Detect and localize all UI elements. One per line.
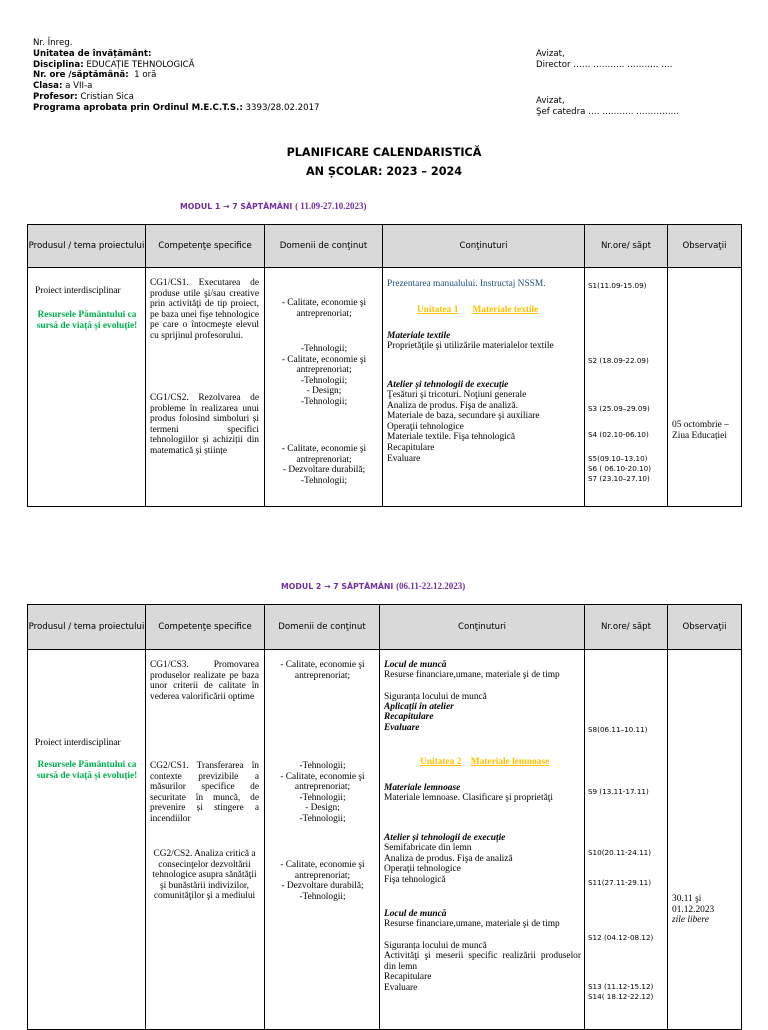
- modul1-observatii-cell: [668, 268, 742, 507]
- continut2-h4: Locul de muncă: [384, 909, 447, 919]
- proiect-label: Proiect interdisciplinar: [35, 286, 121, 296]
- continut2-p4: Resurse financiare,umane, materiale şi de timp: [384, 919, 560, 929]
- school-year: AN ȘCOLAR: 2023 – 2024: [305, 165, 463, 178]
- col-observatii-2: Observaţii: [668, 605, 742, 650]
- observatie-ziua-educatiei: 05 octombrie – Ziua Educației: [672, 420, 729, 441]
- proiect-tema-2: Resursele Pământului ca sursă de viață și evoluție!: [36, 760, 138, 781]
- modul2-observatii-cell: [668, 650, 742, 1030]
- saptamana-s2: S2 (18.09-22.09): [588, 356, 649, 365]
- modul2-competente-cell: [146, 650, 265, 1030]
- saptamana-s6: S6 ( 06.10-20.10): [588, 464, 652, 473]
- programa-row: Programa aprobata prin Ordinul M.E.C.T.S.: 3393/28.02.2017: [33, 102, 320, 113]
- col-domenii: Domenii de conţinut: [265, 225, 383, 268]
- modul1-produs-cell: [28, 268, 146, 507]
- saptamana-s10: S10(20.11-24.11): [588, 848, 652, 857]
- domenii-2-2: -Tehnologii; - Calitate, economie şi antreprenoriat; -Tehnologii; - Design; -Tehnologii;: [280, 761, 365, 824]
- nr-inreg: Nr. Înreg.: [33, 38, 73, 48]
- col-domenii-2: Domenii de conţinut: [265, 605, 380, 650]
- modul1-table: [27, 224, 742, 507]
- continut2-b3: Evaluare: [384, 723, 420, 733]
- continut2-p6: Activităţi şi meserii specific realizării produselor din lemn: [384, 951, 581, 972]
- col-competente: Competenţe specifice: [146, 225, 265, 268]
- continut2-h2: Materiale lemnoase: [384, 783, 461, 793]
- modul1-continuturi-cell: [383, 268, 585, 507]
- modul2-ore-cell: [585, 650, 668, 1030]
- proiect-tema: Resursele Pământului ca sursă de viață și evoluție!: [36, 310, 138, 331]
- continut2-h3: Atelier și tehnologii de execuție: [384, 833, 506, 843]
- observatie-zile-libere: 30.11 şi 01.12.2023 zile libere: [672, 894, 715, 926]
- saptamana-s13: S13 (11.12-15.12): [588, 982, 654, 991]
- saptamana-s8: S8(06.11–10.11): [588, 725, 648, 734]
- modul1-ore-cell: [585, 268, 668, 507]
- continut-intro: Prezentarea manualului. Instructaj NSSM.: [387, 279, 546, 289]
- continut2-p3: Materiale lemnoase. Clasificare şi proprietăţi: [384, 793, 553, 803]
- col-ore-2: Nr.ore/ săpt: [585, 605, 668, 650]
- continut-lista: Ţesături şi tricoturi. Noţiuni generale Analiza de produs. Fişa de analiză. Materiale de baza, secundare şi auxiliare Operaţii tehnologice Materiale textile. Fişa tehnologică Recapitulare Evaluare: [387, 390, 540, 464]
- saptamana-s4: S4 (02.10-06.10): [588, 430, 649, 439]
- modul2-continuturi-cell: [380, 650, 585, 1030]
- competenta-cg1-cs3: CG1/CS3. Promovarea produselor realizate pe baza unor criterii de calitate în vederea valorificării optime: [150, 660, 259, 702]
- col-observatii: Observaţii: [668, 225, 742, 268]
- col-ore: Nr.ore/ săpt: [585, 225, 668, 268]
- col-continuturi: Conţinuturi: [383, 225, 585, 268]
- avizat-sef-catedra: Avizat, Şef catedra …. ……….. ……………: [536, 96, 680, 117]
- continut2-b2: Recapitulare: [384, 712, 434, 722]
- continut2-lista1: Semifabricate din lemn Analiza de produs. Fişa de analiză Operaţii tehnologice Fişa tehnologică: [384, 843, 513, 885]
- unitate-heading: Unitatea 1 Materiale textile: [417, 305, 539, 315]
- saptamana-s1: S1(11.09-15.09): [588, 281, 647, 290]
- document-header: [33, 38, 320, 114]
- modul2-heading: MODUL 2 → 7 SĂPTĂMÂNI (06.11-22.12.2023): [281, 581, 466, 591]
- saptamana-s14: S14( 18.12-22.12): [588, 992, 654, 1001]
- modul1-heading: MODUL 1 → 7 SĂPTĂMÂNI ( 11.09-27.10.2023): [180, 201, 367, 211]
- saptamana-s9: S9 (13.11-17.11): [588, 787, 649, 796]
- saptamana-s7: S7 (23.10–27.10): [588, 474, 650, 483]
- competenta-cs2: CG1/CS2. Rezolvarea de probleme în realizarea unui produs folosind simboluri și termeni specifici tehnologiilor și achiziții din matematică și științe: [150, 393, 259, 456]
- continut-h2: Atelier și tehnologii de execuție: [387, 380, 509, 390]
- domenii-2-3: - Calitate, economie şi antreprenoriat; - Dezvoltare durabilă; -Tehnologii;: [280, 860, 365, 902]
- competenta-cg2-cs1: CG2/CS1. Transferarea în contexte previzibile a măsurilor specifice de securitate în muncă, de prevenire și stingere a incendiilor: [150, 761, 259, 824]
- competenta-cs1: CG1/CS1. Executarea de produse utile şi/sau creative prin activităţi de tip proiect, pe baza unei fişe tehnologice pe care o întocmeşte elevul cu sprijinul profesorului.: [150, 278, 259, 341]
- saptamana-s3: S3 (25.09–29.09): [588, 404, 650, 413]
- competenta-cg2-cs2: CG2/CS2. Analiza critică a consecinţelor dezvoltării tehnologice asupra sănătăţii şi bunăstării indivizilor, comunităţilor şi a mediului: [152, 849, 257, 902]
- modul2-table: [27, 604, 742, 1030]
- domenii-3: - Calitate, economie şi antreprenoriat; - Dezvoltare durabilă; -Tehnologii;: [281, 444, 367, 486]
- continut2-b1: Aplicații în atelier: [384, 702, 454, 712]
- page-title: PLANIFICARE CALENDARISTICĂ: [286, 146, 482, 159]
- modul1-competente-cell: [146, 268, 265, 507]
- modul2-domenii-cell: [265, 650, 380, 1030]
- modul2-produs-cell: [28, 650, 146, 1030]
- profesor-row: Profesor: Cristian Sica: [33, 91, 134, 102]
- continut2-p5: Siguranța locului de muncă: [384, 941, 487, 951]
- continut-p1: Proprietăţile şi utilizările materialelor textile: [387, 341, 554, 351]
- saptamana-s11: S11(27.11-29.11): [588, 878, 652, 887]
- clasa-row: Clasa: a VII-a: [33, 81, 93, 92]
- unitate-row: Unitatea de învățământ:: [33, 48, 152, 59]
- saptamana-s5: S5(09.10–13.10): [588, 454, 648, 463]
- domenii-1: - Calitate, economie şi antreprenoriat;: [281, 298, 367, 319]
- domenii-2-1: - Calitate, economie şi antreprenoriat;: [280, 660, 365, 681]
- avizat-director: Avizat, Director …… ……….. ……….. ….: [536, 49, 673, 70]
- col-produs-2: Produsul / tema proiectului: [28, 605, 146, 650]
- continut2-p1: Resurse financiare,umane, materiale şi de timp: [384, 670, 560, 680]
- continut2-h1: Locul de muncă: [384, 660, 447, 670]
- col-continuturi-2: Conţinuturi: [380, 605, 585, 650]
- continut2-p2: Siguranța locului de muncă: [384, 692, 487, 702]
- unitate2-heading: Unitatea 2 Materiale lemnoase: [420, 757, 550, 767]
- disciplina-row: Disciplina: EDUCAȚIE TEHNOLOGICĂ: [33, 59, 195, 70]
- modul1-domenii-cell: [265, 268, 383, 507]
- domenii-2: -Tehnologii; - Calitate, economie şi antreprenoriat; -Tehnologii; - Design; -Tehnologii;: [281, 344, 367, 407]
- col-competente-2: Competenţe specifice: [146, 605, 265, 650]
- continut2-lista2: Recapitulare Evaluare: [384, 972, 432, 993]
- continut-h1: Materiale textile: [387, 331, 451, 341]
- saptamana-s12: S12 (04.12-08.12): [588, 933, 654, 942]
- col-produs: Produsul / tema proiectului: [28, 225, 146, 268]
- nr-ore-row: Nr. ore /săptămână: 1 oră: [33, 70, 157, 81]
- proiect-label-2: Proiect interdisciplinar: [35, 738, 121, 748]
